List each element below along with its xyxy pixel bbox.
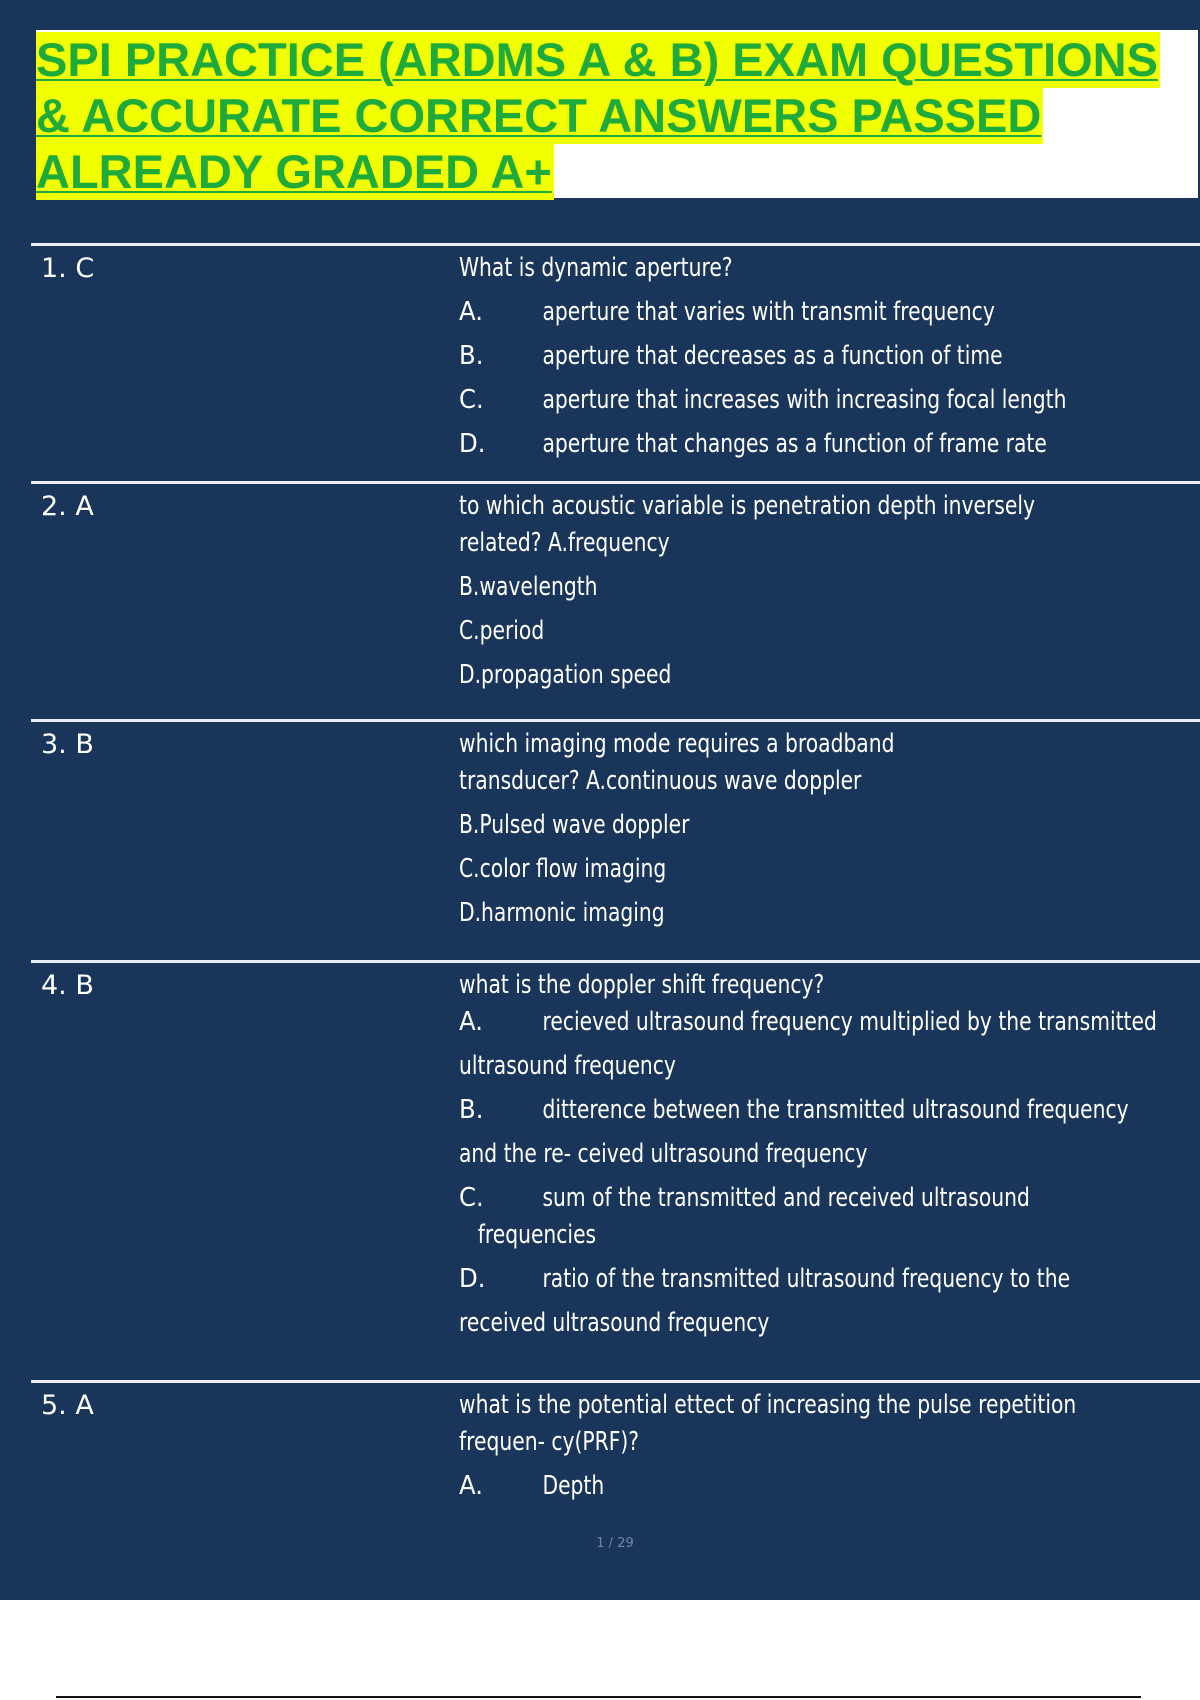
option-line — [459, 424, 1052, 468]
option-text: aperture that varies with transmit frequency — [542, 297, 995, 327]
question-row-1 — [31, 243, 1200, 484]
option-line — [459, 1002, 1157, 1046]
option-line: C.period — [459, 616, 545, 646]
option-letter: C. — [459, 385, 484, 415]
option-letter: A. — [459, 297, 483, 327]
option-letter: B. — [459, 341, 484, 371]
option-text-continued: and the re- ceived ultrasound frequency — [459, 1139, 868, 1169]
option-text: aperture that decreases as a function of time — [542, 341, 1003, 371]
option-letter: A. — [459, 1007, 483, 1037]
question-row-3 — [31, 719, 1200, 963]
question-text: frequen- cy(PRF)? — [459, 1427, 640, 1457]
option-line: D.propagation speed — [459, 660, 672, 690]
option-line — [459, 380, 1067, 424]
answer-label: 5. A — [41, 1390, 94, 1421]
option-letter: D. — [459, 1264, 486, 1294]
question-text: What is dynamic aperture? — [459, 253, 733, 283]
option-line — [459, 1466, 1052, 1510]
document-title — [36, 30, 1198, 198]
question-body — [459, 724, 1200, 937]
question-row-4 — [31, 960, 1200, 1383]
option-text: Depth — [542, 1471, 605, 1501]
option-text-continued: frequencies — [477, 1220, 597, 1250]
answer-label: 2. A — [41, 491, 94, 522]
option-line — [459, 1090, 1129, 1134]
question-text: related? A.frequency — [459, 528, 670, 558]
option-letter: C. — [459, 1183, 484, 1213]
answer-label: 3. B — [41, 729, 94, 760]
option-text: recieved ultrasound frequency multiplied by the transmitted — [542, 1007, 1157, 1037]
option-text-continued: received ultrasound frequency — [459, 1308, 770, 1338]
question-body — [459, 965, 1200, 1347]
question-body — [459, 248, 1200, 468]
question-text: which imaging mode requires a broadband — [459, 729, 895, 759]
page-number: 1 / 29 — [596, 1536, 634, 1551]
option-line: C.color flow imaging — [459, 854, 667, 884]
option-line — [459, 336, 1052, 380]
option-line: B.wavelength — [459, 572, 598, 602]
option-letter: B. — [459, 1095, 484, 1125]
option-line — [459, 1259, 1071, 1303]
footer-divider — [56, 1696, 1141, 1698]
option-text: aperture that increases with increasing focal length — [542, 385, 1067, 415]
option-text: ratio of the transmitted ultrasound frequency to the — [542, 1264, 1071, 1294]
answer-label: 1. C — [41, 253, 95, 284]
option-text: aperture that changes as a function of frame rate — [542, 429, 1047, 459]
title-line-2: & ACCURATE CORRECT ANSWERS PASSED — [36, 89, 1042, 142]
title-line-1: SPI PRACTICE (ARDMS A & B) EXAM QUESTIONS — [36, 33, 1158, 86]
option-letter: D. — [459, 429, 486, 459]
question-text: what is the potential ettect of increasing the pulse repetition — [459, 1390, 1077, 1420]
answer-label: 4. B — [41, 970, 94, 1001]
option-line: B.Pulsed wave doppler — [459, 810, 690, 840]
option-text: ditterence between the transmitted ultrasound frequency — [542, 1095, 1129, 1125]
question-text: transducer? A.continuous wave doppler — [459, 766, 862, 796]
question-body — [459, 1385, 1200, 1510]
option-letter: A. — [459, 1471, 483, 1501]
question-row-5 — [31, 1380, 1200, 1533]
question-text: what is the doppler shift frequency? — [459, 970, 825, 1000]
option-line — [459, 1178, 1052, 1215]
title-line-3: ALREADY GRADED A+ — [36, 145, 552, 198]
option-line — [459, 292, 1052, 336]
question-text: to which acoustic variable is penetration depth inversely — [459, 491, 1035, 521]
question-row-2 — [31, 481, 1200, 722]
option-text: sum of the transmitted and received ultrasound — [542, 1183, 1030, 1213]
option-line: D.harmonic imaging — [459, 898, 665, 928]
option-text-continued: ultrasound frequency — [459, 1051, 676, 1081]
question-body — [459, 486, 1200, 699]
